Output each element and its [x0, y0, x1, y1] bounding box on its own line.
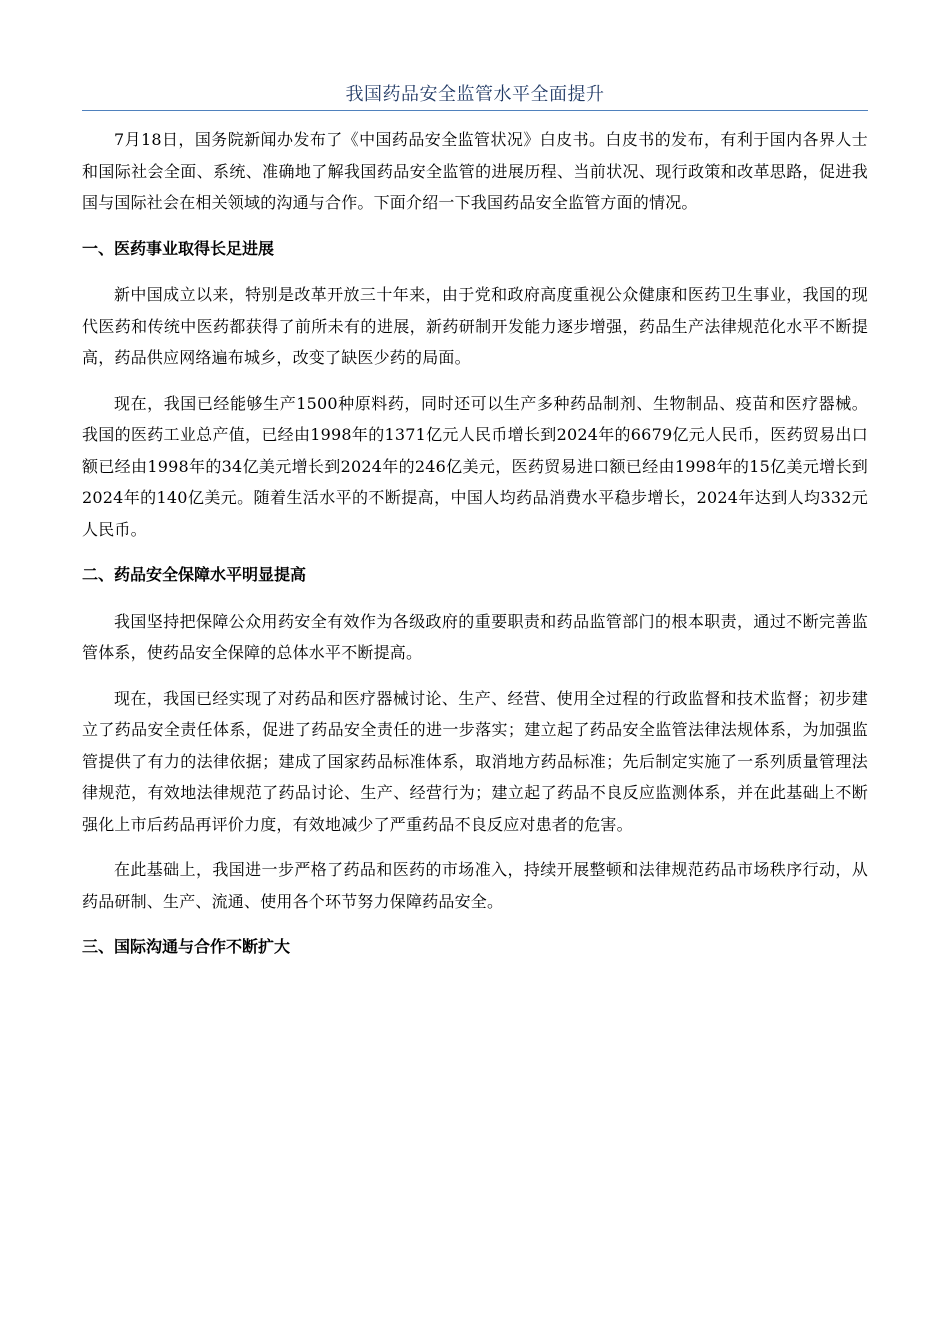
article-body	[82, 124, 868, 963]
section-3-heading: 三、国际沟通与合作不断扩大	[82, 937, 291, 956]
intro-paragraph: 7月18日，国务院新闻办发布了《中国药品安全监管状况》白皮书。白皮书的发布，有利于国内各界人士和国际社会全面、系统、准确地了解我国药品安全监管的进展历程、当前状况、现行政策和改革思路，促进我国与国际社会在相关领域的沟通与合作。下面介绍一下我国药品安全监管方面的情况。	[82, 130, 868, 212]
section-2-paragraph-1: 我国坚持把保障公众用药安全有效作为各级政府的重要职责和药品监管部门的根本职责，通过不断完善监管体系，使药品安全保障的总体水平不断提高。	[82, 611, 868, 662]
section-1-paragraph-2: 现在，我国已经能够生产1500种原料药，同时还可以生产多种药品制剂、生物制品、疫苗和医疗器械。我国的医药工业总产值，已经由1998年的1371亿元人民币增长到2024年的6679亿元人民币，医药贸易出口额已经由1998年的34亿美元增长到2024年的246亿美元，医药贸易进口额已经由1998年的15亿美元增长到2024年的140亿美元。随着生活水平的不断提高，中国人均药品消费水平稳步增长，2024年达到人均332元人民币。	[82, 393, 868, 539]
page-header	[82, 82, 868, 111]
section-2-paragraph-3: 在此基础上，我国进一步严格了药品和医药的市场准入，持续开展整顿和法律规范药品市场秩序行动，从药品研制、生产、流通、使用各个环节努力保障药品安全。	[82, 860, 868, 911]
section-2-heading: 二、药品安全保障水平明显提高	[82, 565, 307, 584]
section-1-heading: 一、医药事业取得长足进展	[82, 238, 275, 258]
header-title: 我国药品安全监管水平全面提升	[345, 84, 605, 105]
section-1-paragraph-1: 新中国成立以来，特别是改革开放三十年来，由于党和政府高度重视公众健康和医药卫生事业，我国的现代医药和传统中医药都获得了前所未有的进展，新药研制开发能力逐步增强，药品生产法律规范化水平不断提高，药品供应网络遍布城乡，改变了缺医少药的局面。	[82, 285, 868, 367]
section-2-paragraph-2: 现在，我国已经实现了对药品和医疗器械讨论、生产、经营、使用全过程的行政监督和技术监督；初步建立了药品安全责任体系，促进了药品安全责任的进一步落实；建立起了药品安全监管法律法规体系，为加强监管提供了有力的法律依据；建成了国家药品标准体系，取消地方药品标准；先后制定实施了一系列质量管理法律规范，有效地法律规范了药品讨论、生产、经营行为；建立起了药品不良反应监测体系，并在此基础上不断强化上市后药品再评价力度，有效地减少了严重药品不良反应对患者的危害。	[82, 688, 868, 834]
